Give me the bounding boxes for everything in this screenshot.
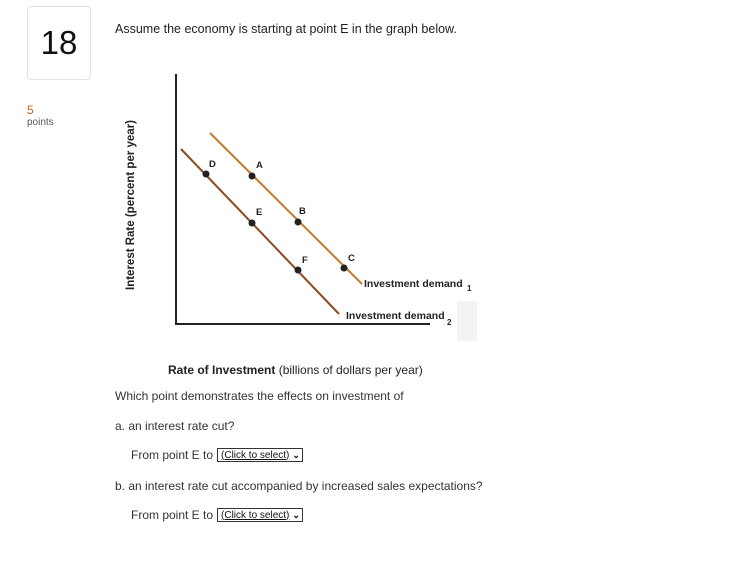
point-b-marker [295, 219, 302, 226]
point-d-label: D [209, 159, 216, 170]
subscript-highlight [457, 301, 477, 341]
investment-demand-2-label: Investment demand [346, 310, 445, 322]
part-b-answer-row [131, 508, 303, 522]
y-axis-label: Interest Rate (percent per year) [125, 119, 137, 290]
part-a-from-label: From point E to [131, 448, 214, 462]
point-a-marker [249, 173, 256, 180]
chevron-down-icon: ⌄ [292, 509, 300, 520]
investment-demand-graph [115, 60, 495, 385]
x-axis-label-rest: (billions of dollars per year) [275, 363, 423, 377]
points-info [27, 103, 54, 129]
point-f-label: F [302, 255, 308, 266]
part-a-select-text: (Click to select) [221, 449, 290, 461]
points-value: 5 [27, 103, 34, 117]
point-f-marker [295, 267, 302, 274]
part-a-answer-row [131, 448, 303, 462]
investment-demand-1-label: Investment demand [364, 278, 463, 290]
part-a-question: a. an interest rate cut? [115, 419, 235, 433]
x-axis-label-bold: Rate of Investment [168, 363, 276, 377]
points-label: points [27, 117, 54, 129]
point-e-label: E [256, 207, 263, 218]
question-prompt: Assume the economy is starting at point E in the graph below. [115, 22, 457, 36]
x-axis-label [168, 363, 423, 377]
question-number: 18 [27, 6, 91, 80]
part-b-select-text: (Click to select) [221, 509, 290, 521]
point-a-label: A [256, 160, 263, 171]
point-c-marker [341, 265, 348, 272]
investment-demand-1-curve [210, 133, 362, 284]
point-d-marker [203, 171, 210, 178]
point-c-label: C [348, 253, 355, 264]
part-b-question: b. an interest rate cut accompanied by increased sales expectations? [115, 479, 483, 493]
which-point-text: Which point demonstrates the effects on investment of [115, 389, 404, 403]
chevron-down-icon: ⌄ [292, 449, 300, 460]
part-a-point-select[interactable] [217, 448, 303, 462]
investment-demand-1-subscript: 1 [467, 284, 472, 293]
part-b-point-select[interactable] [217, 508, 303, 522]
point-b-label: B [299, 206, 306, 217]
investment-demand-2-subscript: 2 [447, 318, 452, 327]
point-e-marker [249, 220, 256, 227]
part-b-from-label: From point E to [131, 508, 214, 522]
